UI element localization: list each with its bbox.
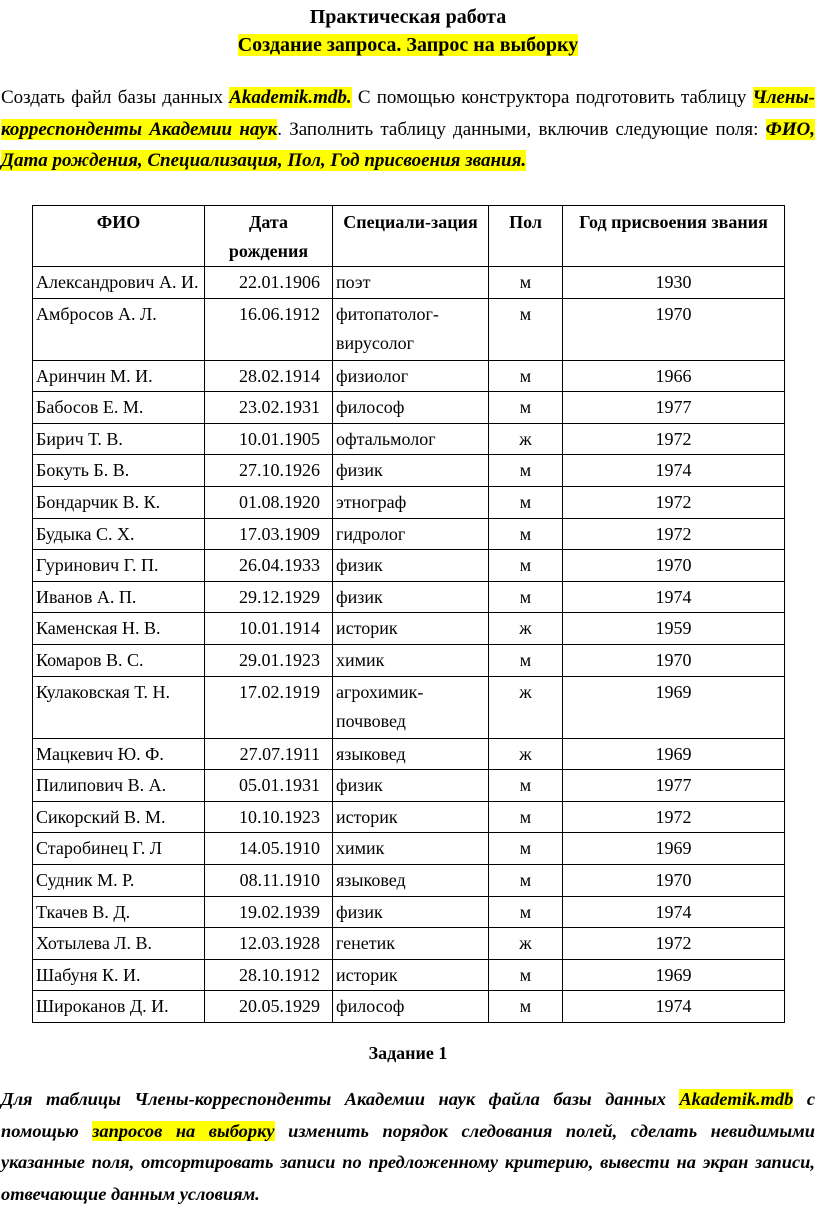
cell-fio: Хотылева Л. В. xyxy=(33,928,205,960)
table-row xyxy=(33,738,785,770)
cell-birth-date: 20.05.1929 xyxy=(205,991,333,1023)
cell-fio: Пилипович В. А. xyxy=(33,770,205,802)
cell-birth-date: 10.01.1905 xyxy=(205,423,333,455)
table-row xyxy=(33,298,785,360)
cell-sex: м xyxy=(489,644,563,676)
intro-db-name: Akademik.mdb. xyxy=(229,87,352,108)
table-row xyxy=(33,770,785,802)
page-subtitle xyxy=(0,31,816,59)
table-row xyxy=(33,833,785,865)
table-row xyxy=(33,455,785,487)
task-heading: Задание 1 xyxy=(368,1043,448,1063)
cell-title-year: 1970 xyxy=(563,298,785,360)
cell-birth-date: 14.05.1910 xyxy=(205,833,333,865)
cell-specialization: химик xyxy=(333,833,489,865)
cell-title-year: 1970 xyxy=(563,644,785,676)
cell-title-year: 1972 xyxy=(563,486,785,518)
table-row xyxy=(33,613,785,645)
cell-birth-date: 28.02.1914 xyxy=(205,360,333,392)
table-row xyxy=(33,676,785,738)
cell-fio: Мацкевич Ю. Ф. xyxy=(33,738,205,770)
cell-birth-date: 27.07.1911 xyxy=(205,738,333,770)
cell-sex: м xyxy=(489,486,563,518)
cell-specialization: химик xyxy=(333,644,489,676)
cell-birth-date: 01.08.1920 xyxy=(205,486,333,518)
cell-title-year: 1969 xyxy=(563,738,785,770)
cell-fio: Широканов Д. И. xyxy=(33,991,205,1023)
table-row xyxy=(33,423,785,455)
cell-title-year: 1972 xyxy=(563,801,785,833)
header-sex: Пол xyxy=(489,206,563,267)
page-subtitle-text: Создание запроса. Запрос на выборку xyxy=(237,34,579,56)
task-text-1: Для таблицы Члены-корреспонденты Академии наук файла базы данных xyxy=(1,1089,680,1109)
cell-title-year: 1974 xyxy=(563,896,785,928)
table-row xyxy=(33,801,785,833)
table-row xyxy=(33,486,785,518)
task-text-2: с помощью xyxy=(1,1089,815,1141)
header-specialization: Специали-зация xyxy=(333,206,489,267)
cell-birth-date: 05.01.1931 xyxy=(205,770,333,802)
table-row xyxy=(33,550,785,582)
cell-fio: Амбросов А. Л. xyxy=(33,298,205,360)
intro-text-1: Создать файл базы данных xyxy=(1,87,230,108)
cell-title-year: 1974 xyxy=(563,581,785,613)
header-title-year: Год присвоения звания xyxy=(563,206,785,267)
cell-title-year: 1970 xyxy=(563,864,785,896)
table-row xyxy=(33,392,785,424)
cell-fio: Старобинец Г. Л xyxy=(33,833,205,865)
academicians-table xyxy=(32,205,785,1023)
table-row xyxy=(33,360,785,392)
cell-fio: Кулаковская Т. Н. xyxy=(33,676,205,738)
cell-specialization: историк xyxy=(333,959,489,991)
intro-fields: ФИО, Дата рождения, Специализация, Пол, Год присвоения звания. xyxy=(1,118,816,171)
cell-specialization: физик xyxy=(333,770,489,802)
cell-sex: ж xyxy=(489,613,563,645)
cell-specialization: языковед xyxy=(333,738,489,770)
cell-specialization: физик xyxy=(333,896,489,928)
table-row xyxy=(33,928,785,960)
table-row xyxy=(33,581,785,613)
cell-birth-date: 29.12.1929 xyxy=(205,581,333,613)
cell-fio: Будыка С. Х. xyxy=(33,518,205,550)
cell-specialization: офтальмолог xyxy=(333,423,489,455)
cell-specialization: гидролог xyxy=(333,518,489,550)
intro-text-2: С помощью конструктора подготовить таблицу xyxy=(351,87,753,108)
cell-birth-date: 08.11.1910 xyxy=(205,864,333,896)
cell-specialization: философ xyxy=(333,392,489,424)
cell-specialization: фитопатолог-вирусолог xyxy=(333,298,489,360)
table-header-row xyxy=(33,206,785,267)
task-db-name: Akademik.mdb xyxy=(679,1089,794,1109)
cell-sex: м xyxy=(489,801,563,833)
intro-text-3: . Заполнить таблицу данными, включив следующие поля: xyxy=(277,118,766,140)
cell-specialization: языковед xyxy=(333,864,489,896)
cell-specialization: историк xyxy=(333,613,489,645)
cell-sex: м xyxy=(489,455,563,487)
cell-title-year: 1966 xyxy=(563,360,785,392)
cell-title-year: 1972 xyxy=(563,423,785,455)
cell-title-year: 1974 xyxy=(563,991,785,1023)
cell-specialization: поэт xyxy=(333,267,489,299)
cell-title-year: 1969 xyxy=(563,676,785,738)
page-title xyxy=(0,3,816,31)
cell-sex: ж xyxy=(489,676,563,738)
cell-sex: м xyxy=(489,298,563,360)
cell-fio: Бабосов Е. М. xyxy=(33,392,205,424)
cell-specialization: физиолог xyxy=(333,360,489,392)
cell-title-year: 1977 xyxy=(563,392,785,424)
cell-specialization: агрохимик-почвовед xyxy=(333,676,489,738)
cell-fio: Иванов А. П. xyxy=(33,581,205,613)
cell-fio: Гуринович Г. П. xyxy=(33,550,205,582)
table-row xyxy=(33,991,785,1023)
cell-fio: Каменская Н. В. xyxy=(33,613,205,645)
cell-title-year: 1959 xyxy=(563,613,785,645)
intro-paragraph xyxy=(1,82,815,177)
cell-specialization: физик xyxy=(333,455,489,487)
cell-birth-date: 17.02.1919 xyxy=(205,676,333,738)
task-paragraph xyxy=(1,1084,815,1210)
cell-sex: м xyxy=(489,770,563,802)
cell-fio: Шабуня К. И. xyxy=(33,959,205,991)
cell-fio: Аринчин М. И. xyxy=(33,360,205,392)
cell-sex: м xyxy=(489,959,563,991)
page-title-text: Практическая работа xyxy=(309,6,507,28)
cell-fio: Александрович А. И. xyxy=(33,267,205,299)
task-text-3: изменить порядок следования полей, сделать невидимыми указанные поля, отсортировать записи по предложенному критерию, вывести на экран записи, отвечающие данным условиям. xyxy=(1,1120,815,1204)
cell-sex: м xyxy=(489,864,563,896)
cell-sex: м xyxy=(489,550,563,582)
cell-fio: Бондарчик В. К. xyxy=(33,486,205,518)
table-row xyxy=(33,267,785,299)
cell-title-year: 1969 xyxy=(563,959,785,991)
cell-birth-date: 10.01.1914 xyxy=(205,613,333,645)
cell-sex: м xyxy=(489,896,563,928)
cell-specialization: физик xyxy=(333,581,489,613)
cell-sex: ж xyxy=(489,738,563,770)
cell-title-year: 1974 xyxy=(563,455,785,487)
table-row xyxy=(33,896,785,928)
cell-sex: м xyxy=(489,581,563,613)
cell-birth-date: 12.03.1928 xyxy=(205,928,333,960)
cell-sex: м xyxy=(489,392,563,424)
cell-fio: Бирич Т. В. xyxy=(33,423,205,455)
cell-birth-date: 19.02.1939 xyxy=(205,896,333,928)
cell-specialization: этнограф xyxy=(333,486,489,518)
cell-fio: Судник М. Р. xyxy=(33,864,205,896)
table-row xyxy=(33,644,785,676)
table-row xyxy=(33,864,785,896)
header-birth-date: Дата рождения xyxy=(205,206,333,267)
cell-birth-date: 17.03.1909 xyxy=(205,518,333,550)
task-query-type: запросов на выборку xyxy=(92,1120,275,1141)
cell-specialization: физик xyxy=(333,550,489,582)
cell-sex: м xyxy=(489,991,563,1023)
cell-title-year: 1970 xyxy=(563,550,785,582)
cell-fio: Ткачев В. Д. xyxy=(33,896,205,928)
cell-title-year: 1977 xyxy=(563,770,785,802)
header-fio: ФИО xyxy=(33,206,205,267)
cell-specialization: историк xyxy=(333,801,489,833)
cell-fio: Бокуть Б. В. xyxy=(33,455,205,487)
table-body xyxy=(33,267,785,1023)
cell-birth-date: 16.06.1912 xyxy=(205,298,333,360)
cell-birth-date: 27.10.1926 xyxy=(205,455,333,487)
cell-sex: м xyxy=(489,360,563,392)
cell-birth-date: 22.01.1906 xyxy=(205,267,333,299)
cell-fio: Комаров В. С. xyxy=(33,644,205,676)
cell-birth-date: 29.01.1923 xyxy=(205,644,333,676)
cell-sex: м xyxy=(489,518,563,550)
cell-title-year: 1972 xyxy=(563,518,785,550)
table-row xyxy=(33,518,785,550)
cell-fio: Сикорский В. М. xyxy=(33,801,205,833)
cell-specialization: генетик xyxy=(333,928,489,960)
table-row xyxy=(33,959,785,991)
cell-title-year: 1972 xyxy=(563,928,785,960)
cell-birth-date: 10.10.1923 xyxy=(205,801,333,833)
cell-specialization: философ xyxy=(333,991,489,1023)
cell-sex: м xyxy=(489,833,563,865)
cell-title-year: 1969 xyxy=(563,833,785,865)
cell-sex: м xyxy=(489,267,563,299)
cell-title-year: 1930 xyxy=(563,267,785,299)
cell-birth-date: 23.02.1931 xyxy=(205,392,333,424)
cell-sex: ж xyxy=(489,423,563,455)
cell-sex: ж xyxy=(489,928,563,960)
intro-table-name: Члены-корреспонденты Академии наук xyxy=(1,87,815,140)
cell-birth-date: 26.04.1933 xyxy=(205,550,333,582)
cell-birth-date: 28.10.1912 xyxy=(205,959,333,991)
